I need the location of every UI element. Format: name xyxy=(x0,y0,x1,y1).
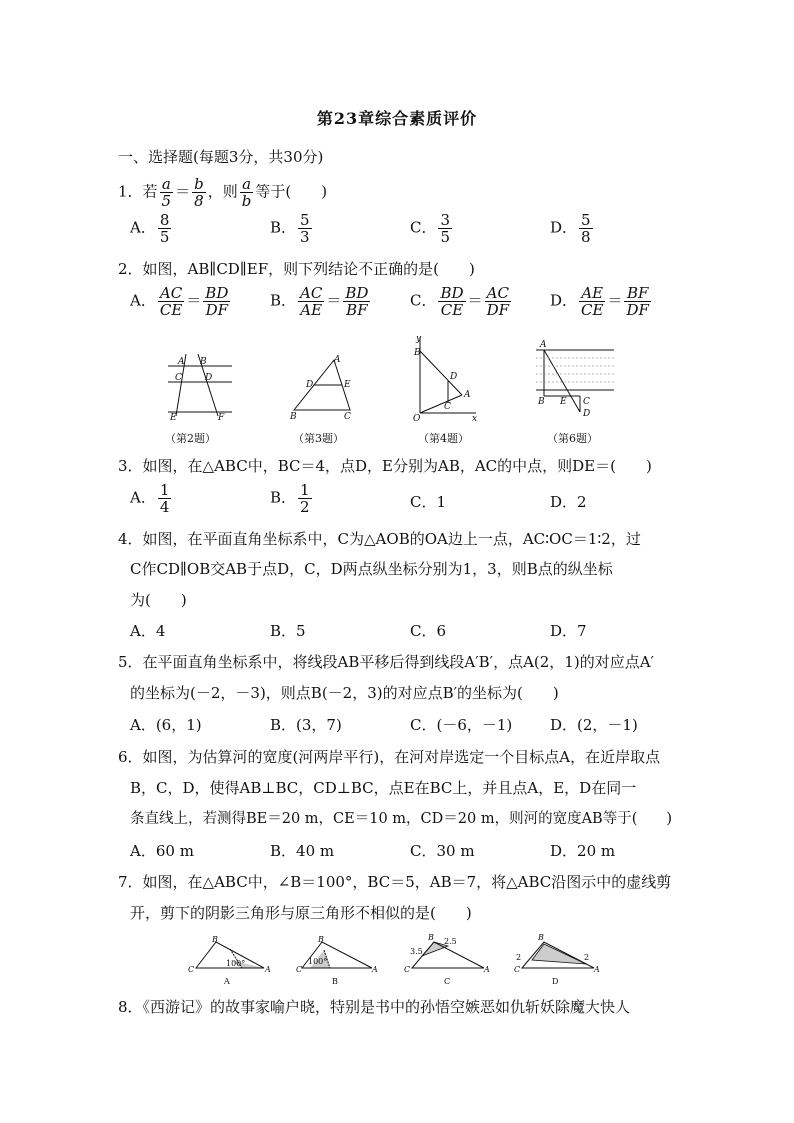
question-7-line-2: 开，剪下的阴影三角形与原三角形不相似的是( ) xyxy=(130,904,472,922)
svg-text:C: C xyxy=(296,965,303,974)
q2-option-c[interactable]: C． $\frac{BD}{CE}$ ＝ $\frac{AC}{DF}$ xyxy=(410,284,509,319)
svg-text:D: D xyxy=(450,372,458,382)
svg-text:A: A xyxy=(540,340,547,350)
caption-q3: （第3题） xyxy=(293,432,344,445)
svg-text:B: B xyxy=(318,935,324,944)
q3-option-d[interactable]: D．2 xyxy=(550,493,587,511)
svg-text:D: D xyxy=(205,373,213,383)
svg-text:A: A xyxy=(464,390,471,400)
q6-option-d[interactable]: D．20 m xyxy=(550,842,616,860)
svg-text:C: C xyxy=(514,965,521,974)
q6-option-b[interactable]: B．40 m xyxy=(270,842,335,860)
svg-text:2: 2 xyxy=(584,953,590,962)
figure-q7-a[interactable] xyxy=(186,936,270,988)
q5-option-b[interactable]: B．(3，7) xyxy=(270,716,342,734)
q4-option-b[interactable]: B．5 xyxy=(270,622,306,640)
question-6-line-3: 条直线上，若测得BE＝20 m，CE＝10 m，CD＝20 m，则河的宽度AB等于( ) xyxy=(130,811,673,827)
svg-text:C: C xyxy=(444,977,451,986)
question-5-line-2: 的坐标为(－2，－3)，则点B(－2，3)的对应点B′的坐标为( ) xyxy=(130,684,559,702)
q5-option-d[interactable]: D．(2，－1) xyxy=(550,716,638,734)
svg-text:C: C xyxy=(444,402,451,412)
q3-option-a[interactable]: A． $\frac{1}{4}$ xyxy=(130,481,170,516)
svg-text:C: C xyxy=(188,965,195,974)
question-4-line-1: 4．如图，在平面直角坐标系中，C为△AOB的OA边上一点，AC∶OC＝1∶2，过 xyxy=(118,530,641,548)
svg-text:A: A xyxy=(594,965,600,974)
q1-option-a[interactable]: A． $\frac{8}{5}$ xyxy=(130,211,170,246)
svg-text:B: B xyxy=(332,977,338,986)
q6-option-c[interactable]: C．30 m xyxy=(410,842,475,860)
svg-text:E: E xyxy=(344,380,351,390)
caption-q2: （第2题） xyxy=(165,432,216,445)
q1-option-c[interactable]: C． $\frac{3}{5}$ xyxy=(410,211,451,246)
q4-option-c[interactable]: C．6 xyxy=(410,622,447,640)
figure-q7-d[interactable] xyxy=(510,932,602,988)
question-7-line-1: 7．如图，在△ABC中，∠B＝100°，BC＝5，AB＝7，将△ABC沿图示中的虚线剪 xyxy=(118,873,672,891)
svg-text:A: A xyxy=(224,977,230,986)
svg-text:D: D xyxy=(583,409,591,419)
svg-text:C: C xyxy=(404,965,411,974)
svg-text:B: B xyxy=(290,412,297,422)
svg-text:3.5: 3.5 xyxy=(410,947,423,956)
svg-text:B: B xyxy=(538,397,545,407)
question-6-line-2: B，C，D，使得AB⊥BC，CD⊥BC，点E在BC上，并且点A，E，D在同一 xyxy=(130,779,637,797)
caption-q4: （第4题） xyxy=(418,432,469,445)
svg-text:A: A xyxy=(334,355,341,365)
question-8-line-1: 8．《西游记》的故事家喻户晓，特别是书中的孙悟空嫉恶如仇斩妖除魔大快人 xyxy=(118,998,631,1016)
figure-q4 xyxy=(410,333,480,424)
svg-text:C: C xyxy=(583,397,590,407)
svg-text:C: C xyxy=(344,412,351,422)
figure-q6 xyxy=(532,336,616,420)
q3-option-c[interactable]: C．1 xyxy=(410,493,447,511)
q2-option-a[interactable]: A． $\frac{AC}{CE}$ ＝ $\frac{BD}{DF}$ xyxy=(130,284,229,319)
svg-text:2: 2 xyxy=(516,953,522,962)
svg-text:O: O xyxy=(413,414,421,424)
svg-text:B: B xyxy=(428,933,434,942)
caption-q6: （第6题） xyxy=(547,432,598,445)
svg-text:E: E xyxy=(560,397,567,407)
q5-option-c[interactable]: C．(－6，－1) xyxy=(410,716,513,734)
question-2: 2．如图，AB∥CD∥EF，则下列结论不正确的是( ) xyxy=(118,260,475,278)
question-4-line-2: C作CD∥OB交AB于点D，C，D两点纵坐标分别为1，3，则B点的纵坐标 xyxy=(130,560,613,578)
svg-text:100°: 100° xyxy=(308,957,328,966)
section-heading: 一、选择题(每题3分，共30分) xyxy=(118,148,324,166)
svg-text:D: D xyxy=(306,380,314,390)
figure-q7-c[interactable] xyxy=(402,932,494,988)
question-5-line-1: 5．在平面直角坐标系中，将线段AB平移后得到线段A′B′，点A(2，1)的对应点A′ xyxy=(118,653,654,671)
figure-q7-b[interactable] xyxy=(296,936,380,988)
svg-text:A: A xyxy=(372,965,378,974)
svg-text:E: E xyxy=(170,413,177,423)
page-title: 第23章综合素质评价 xyxy=(316,109,478,128)
svg-text:B: B xyxy=(414,348,421,358)
question-4-line-3: 为( ) xyxy=(130,591,187,609)
figure-q3 xyxy=(288,352,360,420)
svg-text:A: A xyxy=(265,965,271,974)
q2-option-d[interactable]: D． $\frac{AE}{CE}$ ＝ $\frac{BF}{DF}$ xyxy=(550,284,649,319)
svg-text:B: B xyxy=(538,933,544,942)
q4-option-d[interactable]: D．7 xyxy=(550,622,587,640)
q1-option-b[interactable]: B． $\frac{5}{3}$ xyxy=(270,211,310,246)
svg-text:B: B xyxy=(200,357,207,367)
svg-text:F: F xyxy=(218,413,225,423)
question-1: 1．若 $\frac{a}{5}$ ＝ $\frac{b}{8}$ ，则 $\frac{a}{b}$ 等于( ) xyxy=(118,175,328,210)
q6-option-a[interactable]: A．60 m xyxy=(130,842,194,860)
svg-text:C: C xyxy=(175,373,182,383)
svg-text:x: x xyxy=(472,414,478,424)
svg-text:y: y xyxy=(416,334,422,344)
q3-option-b[interactable]: B． $\frac{1}{2}$ xyxy=(270,481,310,516)
svg-text:100°: 100° xyxy=(226,959,246,968)
svg-text:2.5: 2.5 xyxy=(444,937,457,946)
question-3: 3．如图，在△ABC中，BC＝4，点D，E分别为AB，AC的中点，则DE＝( ) xyxy=(118,457,652,475)
q2-option-b[interactable]: B． $\frac{AC}{AE}$ ＝ $\frac{BD}{BF}$ xyxy=(270,284,369,319)
svg-text:D: D xyxy=(552,977,559,986)
q5-option-a[interactable]: A．(6，1) xyxy=(130,716,202,734)
q1-option-d[interactable]: D． $\frac{5}{8}$ xyxy=(550,211,591,246)
svg-text:A: A xyxy=(484,965,490,974)
question-6-line-1: 6．如图，为估算河的宽度(河两岸平行)，在河对岸选定一个目标点A，在近岸取点 xyxy=(118,748,661,766)
figure-q2 xyxy=(160,348,240,423)
q4-option-a[interactable]: A．4 xyxy=(130,622,166,640)
svg-text:B: B xyxy=(212,935,218,944)
svg-text:A: A xyxy=(178,357,185,367)
